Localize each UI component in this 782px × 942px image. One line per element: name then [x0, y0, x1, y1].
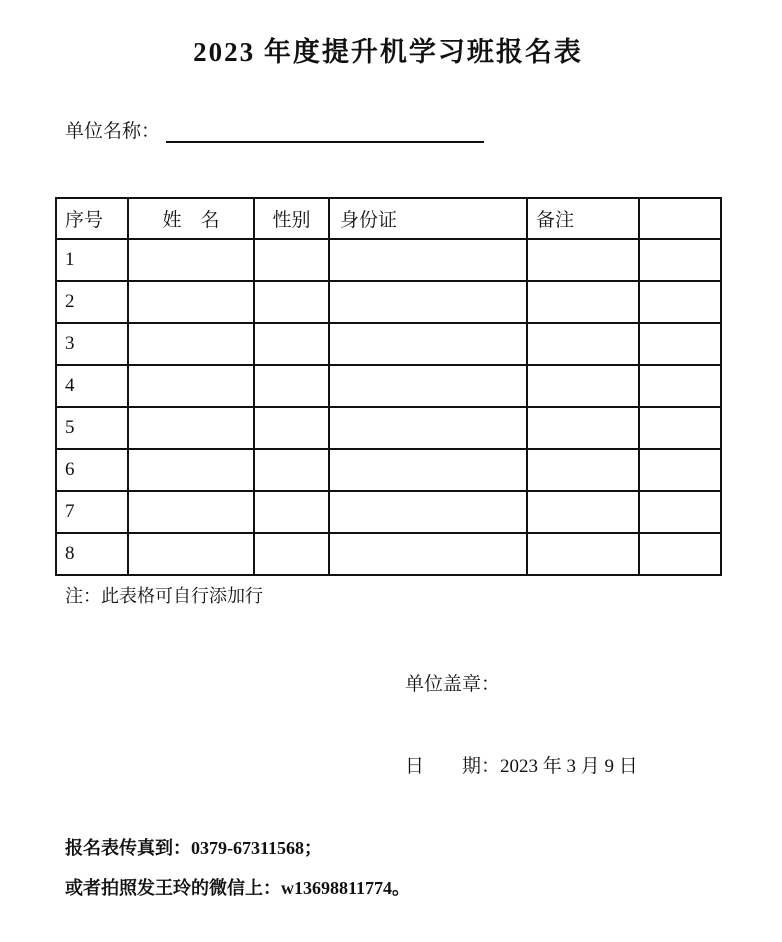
- cell-id-card[interactable]: [329, 407, 527, 449]
- row-serial: 5: [56, 407, 128, 449]
- col-header-id-card: 身份证: [329, 198, 527, 239]
- fax-contact-line: 报名表传真到：0379-67311568；: [65, 838, 323, 858]
- cell-remarks[interactable]: [527, 449, 639, 491]
- cell-gender[interactable]: [254, 449, 329, 491]
- cell-id-card[interactable]: [329, 449, 527, 491]
- cell-extra[interactable]: [639, 281, 721, 323]
- cell-gender[interactable]: [254, 491, 329, 533]
- cell-name[interactable]: [128, 323, 254, 365]
- cell-name[interactable]: [128, 281, 254, 323]
- date-line: 日 期：2023 年 3 月 9 日: [405, 756, 638, 777]
- registration-table: [55, 197, 722, 576]
- cell-extra[interactable]: [639, 533, 721, 575]
- cell-gender[interactable]: [254, 365, 329, 407]
- table-note: 注：此表格可自行添加行: [65, 586, 263, 606]
- col-header-name: 姓 名: [128, 198, 254, 239]
- table-row: [56, 407, 721, 449]
- cell-extra[interactable]: [639, 239, 721, 281]
- cell-name[interactable]: [128, 407, 254, 449]
- wechat-contact-line: 或者拍照发王玲的微信上：w13698811774。: [65, 878, 411, 898]
- unit-name-label: 单位名称：: [65, 121, 161, 142]
- cell-id-card[interactable]: [329, 239, 527, 281]
- unit-stamp-label: 单位盖章：: [405, 674, 501, 695]
- cell-remarks[interactable]: [527, 533, 639, 575]
- cell-extra[interactable]: [639, 323, 721, 365]
- cell-remarks[interactable]: [527, 323, 639, 365]
- cell-name[interactable]: [128, 239, 254, 281]
- cell-name[interactable]: [128, 365, 254, 407]
- cell-name[interactable]: [128, 533, 254, 575]
- cell-remarks[interactable]: [527, 281, 639, 323]
- col-header-blank: [639, 198, 721, 239]
- cell-gender[interactable]: [254, 281, 329, 323]
- cell-name[interactable]: [128, 491, 254, 533]
- row-serial: 7: [56, 491, 128, 533]
- cell-extra[interactable]: [639, 407, 721, 449]
- cell-name[interactable]: [128, 449, 254, 491]
- cell-id-card[interactable]: [329, 491, 527, 533]
- table-row: [56, 491, 721, 533]
- col-header-gender: 性别: [254, 198, 329, 239]
- col-header-remarks: 备注: [527, 198, 639, 239]
- unit-name-blank-line[interactable]: [166, 120, 484, 143]
- cell-remarks[interactable]: [527, 407, 639, 449]
- cell-id-card[interactable]: [329, 365, 527, 407]
- form-title: 2023 年度提升机学习班报名表: [193, 37, 583, 67]
- cell-remarks[interactable]: [527, 365, 639, 407]
- unit-name-row: [65, 116, 484, 143]
- cell-extra[interactable]: [639, 449, 721, 491]
- row-serial: 4: [56, 365, 128, 407]
- cell-id-card[interactable]: [329, 323, 527, 365]
- table-row: [56, 533, 721, 575]
- row-serial: 8: [56, 533, 128, 575]
- table-row: [56, 239, 721, 281]
- cell-gender[interactable]: [254, 407, 329, 449]
- cell-gender[interactable]: [254, 323, 329, 365]
- cell-gender[interactable]: [254, 533, 329, 575]
- table-row: [56, 365, 721, 407]
- row-serial: 3: [56, 323, 128, 365]
- table-row: [56, 449, 721, 491]
- cell-gender[interactable]: [254, 239, 329, 281]
- col-header-serial: 序号: [56, 198, 128, 239]
- cell-extra[interactable]: [639, 365, 721, 407]
- table-row: [56, 323, 721, 365]
- table-row: [56, 281, 721, 323]
- table-header-row: [56, 198, 721, 239]
- cell-remarks[interactable]: [527, 491, 639, 533]
- cell-extra[interactable]: [639, 491, 721, 533]
- row-serial: 2: [56, 281, 128, 323]
- cell-remarks[interactable]: [527, 239, 639, 281]
- cell-id-card[interactable]: [329, 533, 527, 575]
- row-serial: 1: [56, 239, 128, 281]
- cell-id-card[interactable]: [329, 281, 527, 323]
- row-serial: 6: [56, 449, 128, 491]
